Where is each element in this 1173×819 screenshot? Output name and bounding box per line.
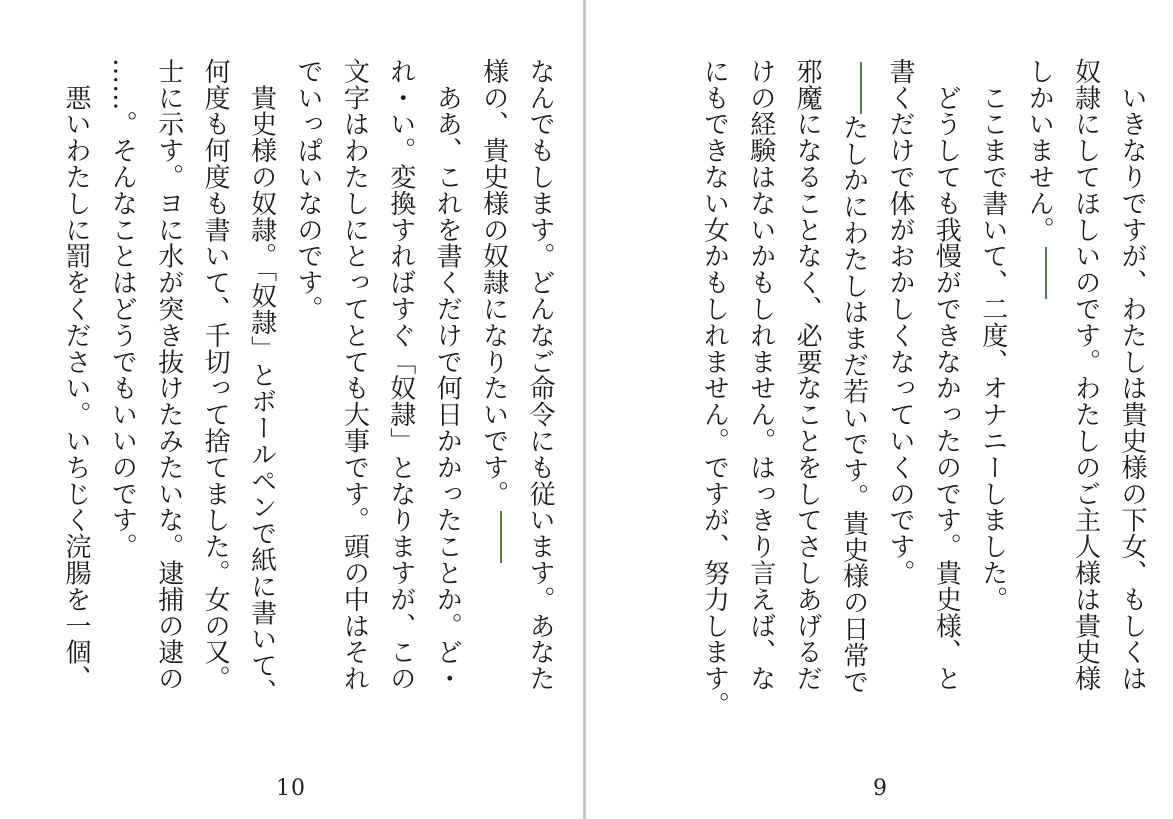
page-right: [586, 0, 1173, 819]
text-line: [830, 58, 876, 748]
page-left: [0, 0, 583, 819]
vertical-text-block: [51, 58, 563, 748]
text-line: 奴隷にしてほしいのです。わたしのご主人様は貴史様: [1070, 58, 1101, 692]
page-number: 9: [873, 776, 888, 801]
dash-mark: [1045, 247, 1047, 299]
text-line-content: 様の、貴史様の奴隷になりたいです。: [478, 58, 509, 507]
text-line: [424, 58, 470, 748]
text-line: 書くだけで体がおかしくなっていくのです。: [884, 58, 915, 586]
text-line-content: しかいません。: [1024, 58, 1055, 243]
text-line-content: 貴史様の奴隷。「奴隷」とボールペンで紙に書いて、: [246, 84, 277, 706]
text-line: [923, 58, 969, 748]
text-line: [238, 58, 284, 748]
text-line-content: いきなりですが、わたしは貴史様の下女、もしくは: [1117, 84, 1147, 692]
text-line: [1109, 58, 1155, 748]
text-line-content: どうしても我慢ができなかったのです。貴史様、と: [931, 84, 962, 692]
text-line: でいっぱいなのです。: [292, 58, 323, 322]
text-line: [969, 58, 1015, 748]
text-line: れ・い。変換すればすぐ「奴隷」となりますが、この: [385, 58, 416, 692]
text-line: [470, 58, 516, 748]
dash-mark: [500, 511, 502, 563]
text-line-content: ここまで書いて、二度、オナニーしました。: [977, 84, 1008, 613]
text-line: [53, 58, 99, 748]
text-line: 士に示す。ヨに水が突き抜けたみたいな。逮捕の逮の: [153, 58, 184, 692]
text-line: [1016, 58, 1062, 748]
text-line-content: 悪いわたしに罰をください。いちじく浣腸を一個、: [60, 84, 91, 692]
text-line-content: たしかにわたしはまだ若いです。貴史様の日常で: [838, 114, 869, 695]
dash-mark: [860, 62, 862, 114]
text-line: なんでもします。どんなご命令にも従います。あなた: [525, 58, 555, 692]
text-line: ……。そんなことはどうでもいいのです。: [107, 58, 138, 560]
text-line: 何度も何度も書いて、千切って捨てました。女の又。: [200, 58, 231, 692]
text-line: 邪魔になることなく、必要なことをしてさしあげるだ: [792, 58, 823, 692]
page-number: 10: [276, 776, 306, 801]
text-line: にもできない女かもしれません。ですが、努力します。: [699, 58, 730, 718]
text-line: けの経験はないかもしれません。はっきり言えば、な: [745, 58, 776, 692]
text-line-content: ああ、これを書くだけで何日かかったことか。ど・: [432, 84, 463, 692]
text-line: 文字はわたしにとってとても大事です。頭の中はそれ: [339, 58, 370, 692]
vertical-text-block: [683, 58, 1155, 748]
